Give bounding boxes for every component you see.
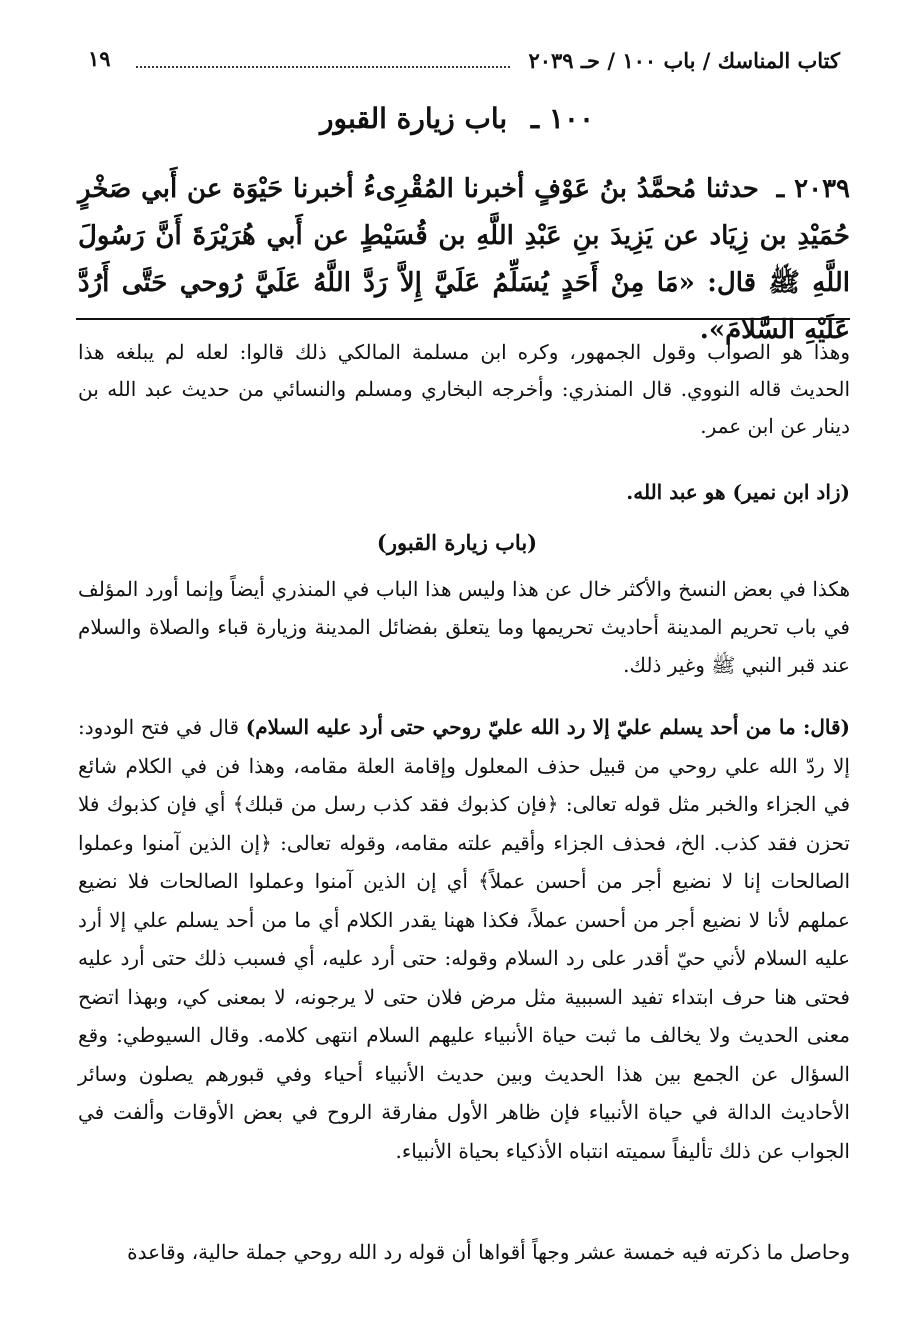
commentary-explanation: قال في فتح الودود: إلا ردّ الله علي روحي من قبيل حذف المعلول وإقامة العلة مقامه، وهذا فن في الكلام شائع في الجزاء والخبر مثل قوله تعالى: ﴿فإن كذبوك فقد كذب رسل من قبلك﴾ أي فإن كذبوك فلا تحزن فقد كذب. الخ، فحذف الجزاء وأقيم علته مقامه، وقوله تعالى: ﴿إن الذين آمنوا وعملوا الصالحات إنا لا نضيع أجر من أحسن عملاً﴾ أي إن الذين آمنوا وعملوا الصالحات فلا نضيع عملهم لأنا لا نضيع أجر من أحسن عملاً، فكذا ههنا يقدر الكلام أي ما من أحد يسلم علي إلا أرد عليه السلام لأني حيّ أقدر على رد السلام وقوله: حتى أرد عليه، أي فسبب ذلك حتى أرد عليه فحتى هنا حرف ابتداء تفيد السببية مثل مرض فلان حتى لا يرجونه، لا بمعنى كي، وبهذا اتضح معنى الحديث ولا يخالف ما ثبت حياة الأنبياء عليهم السلام انتهى كلامه. وقال السيوطي: وقع السؤال عن الجمع بين هذا الحديث وبين حديث الأنبياء أحياء وفي قبورهم يصلون وسائر الأحاديث الدالة في حياة الأنبياء فإن ظاهر الأول مفارقة الروح في بعض الأوقات وألفت في الجواب عن ذلك تأليفاً سميته انتباه الأذكياء بحياة الأنبياء. [78,715,850,1163]
header-dotted-leader [136,66,510,68]
hadith-text: حدثنا مُحمَّدُ بنُ عَوْفٍ أخبرنا المُقْرِىءُ أخبرنا حَيْوَة عن أَبي صَخْرٍ حُمَيْدِ بن زِيَاد عن يَزِيدَ بنِ عَبْدِ اللَّهِ بن قُسَيْطٍ عن أَبي هُرَيْرَةَ أَنَّ رَسُولَ اللَّهِ ﷺ قال: «مَا مِنْ أَحَدٍ يُسَلِّمُ عَلَيَّ إِلاَّ رَدَّ اللَّهُ عَلَيَّ رُوحي حَتَّى أَرُدَّ عَلَيْهِ السَّلامَ». [78,174,850,345]
hadith-number: ٢٠٣٩ ـ [776,174,850,204]
commentary-paragraph-1: وهذا هو الصواب وقول الجمهور، وكره ابن مسلمة المالكي ذلك قالوا: لعله لم يبلغه هذا الحديث قاله النووي. قال المنذري: وأخرجه البخاري ومسلم والنسائي من حديث عبد الله بن دينار عن ابن عمر. [78,340,850,438]
commentary-paragraph-5 [78,708,850,1170]
hadith-text-block [78,166,850,354]
commentary-paragraph-2: (زاد ابن نمير) هو عبد الله. [626,480,850,504]
commentary-quoted-hadith: (قال: ما من أحد يسلم عليّ إلا رد الله عليّ روحي حتى أرد عليه السلام) [245,715,850,739]
running-header-title: كتاب المناسك / باب ١٠٠ / حـ ٢٠٣٩ [528,48,840,73]
commentary-paragraph-4: هكذا في بعض النسخ والأكثر خال عن هذا وليس هذا الباب في المنذري أيضاً وإنما أورد المؤلف في باب تحريم المدينة أحاديث تحريمها وما يتعلق بفضائل المدينة وزيارة قباء والصلاة والسلام عند قبر النبي ﷺ وغير ذلك. [78,577,850,677]
page-number: ١٩ [88,46,111,71]
chapter-number: ١٠٠ ـ [530,102,594,135]
commentary-subheading: (باب زيارة القبور) [376,530,538,555]
chapter-heading [0,102,914,135]
footnote-divider [76,318,850,320]
commentary-paragraph-6: وحاصل ما ذكرته فيه خمسة عشر وجهاً أقواها أن قوله رد الله روحي جملة حالية، وقاعدة [127,1240,850,1264]
chapter-title: باب زيارة القبور [320,102,508,135]
running-header [88,42,840,78]
